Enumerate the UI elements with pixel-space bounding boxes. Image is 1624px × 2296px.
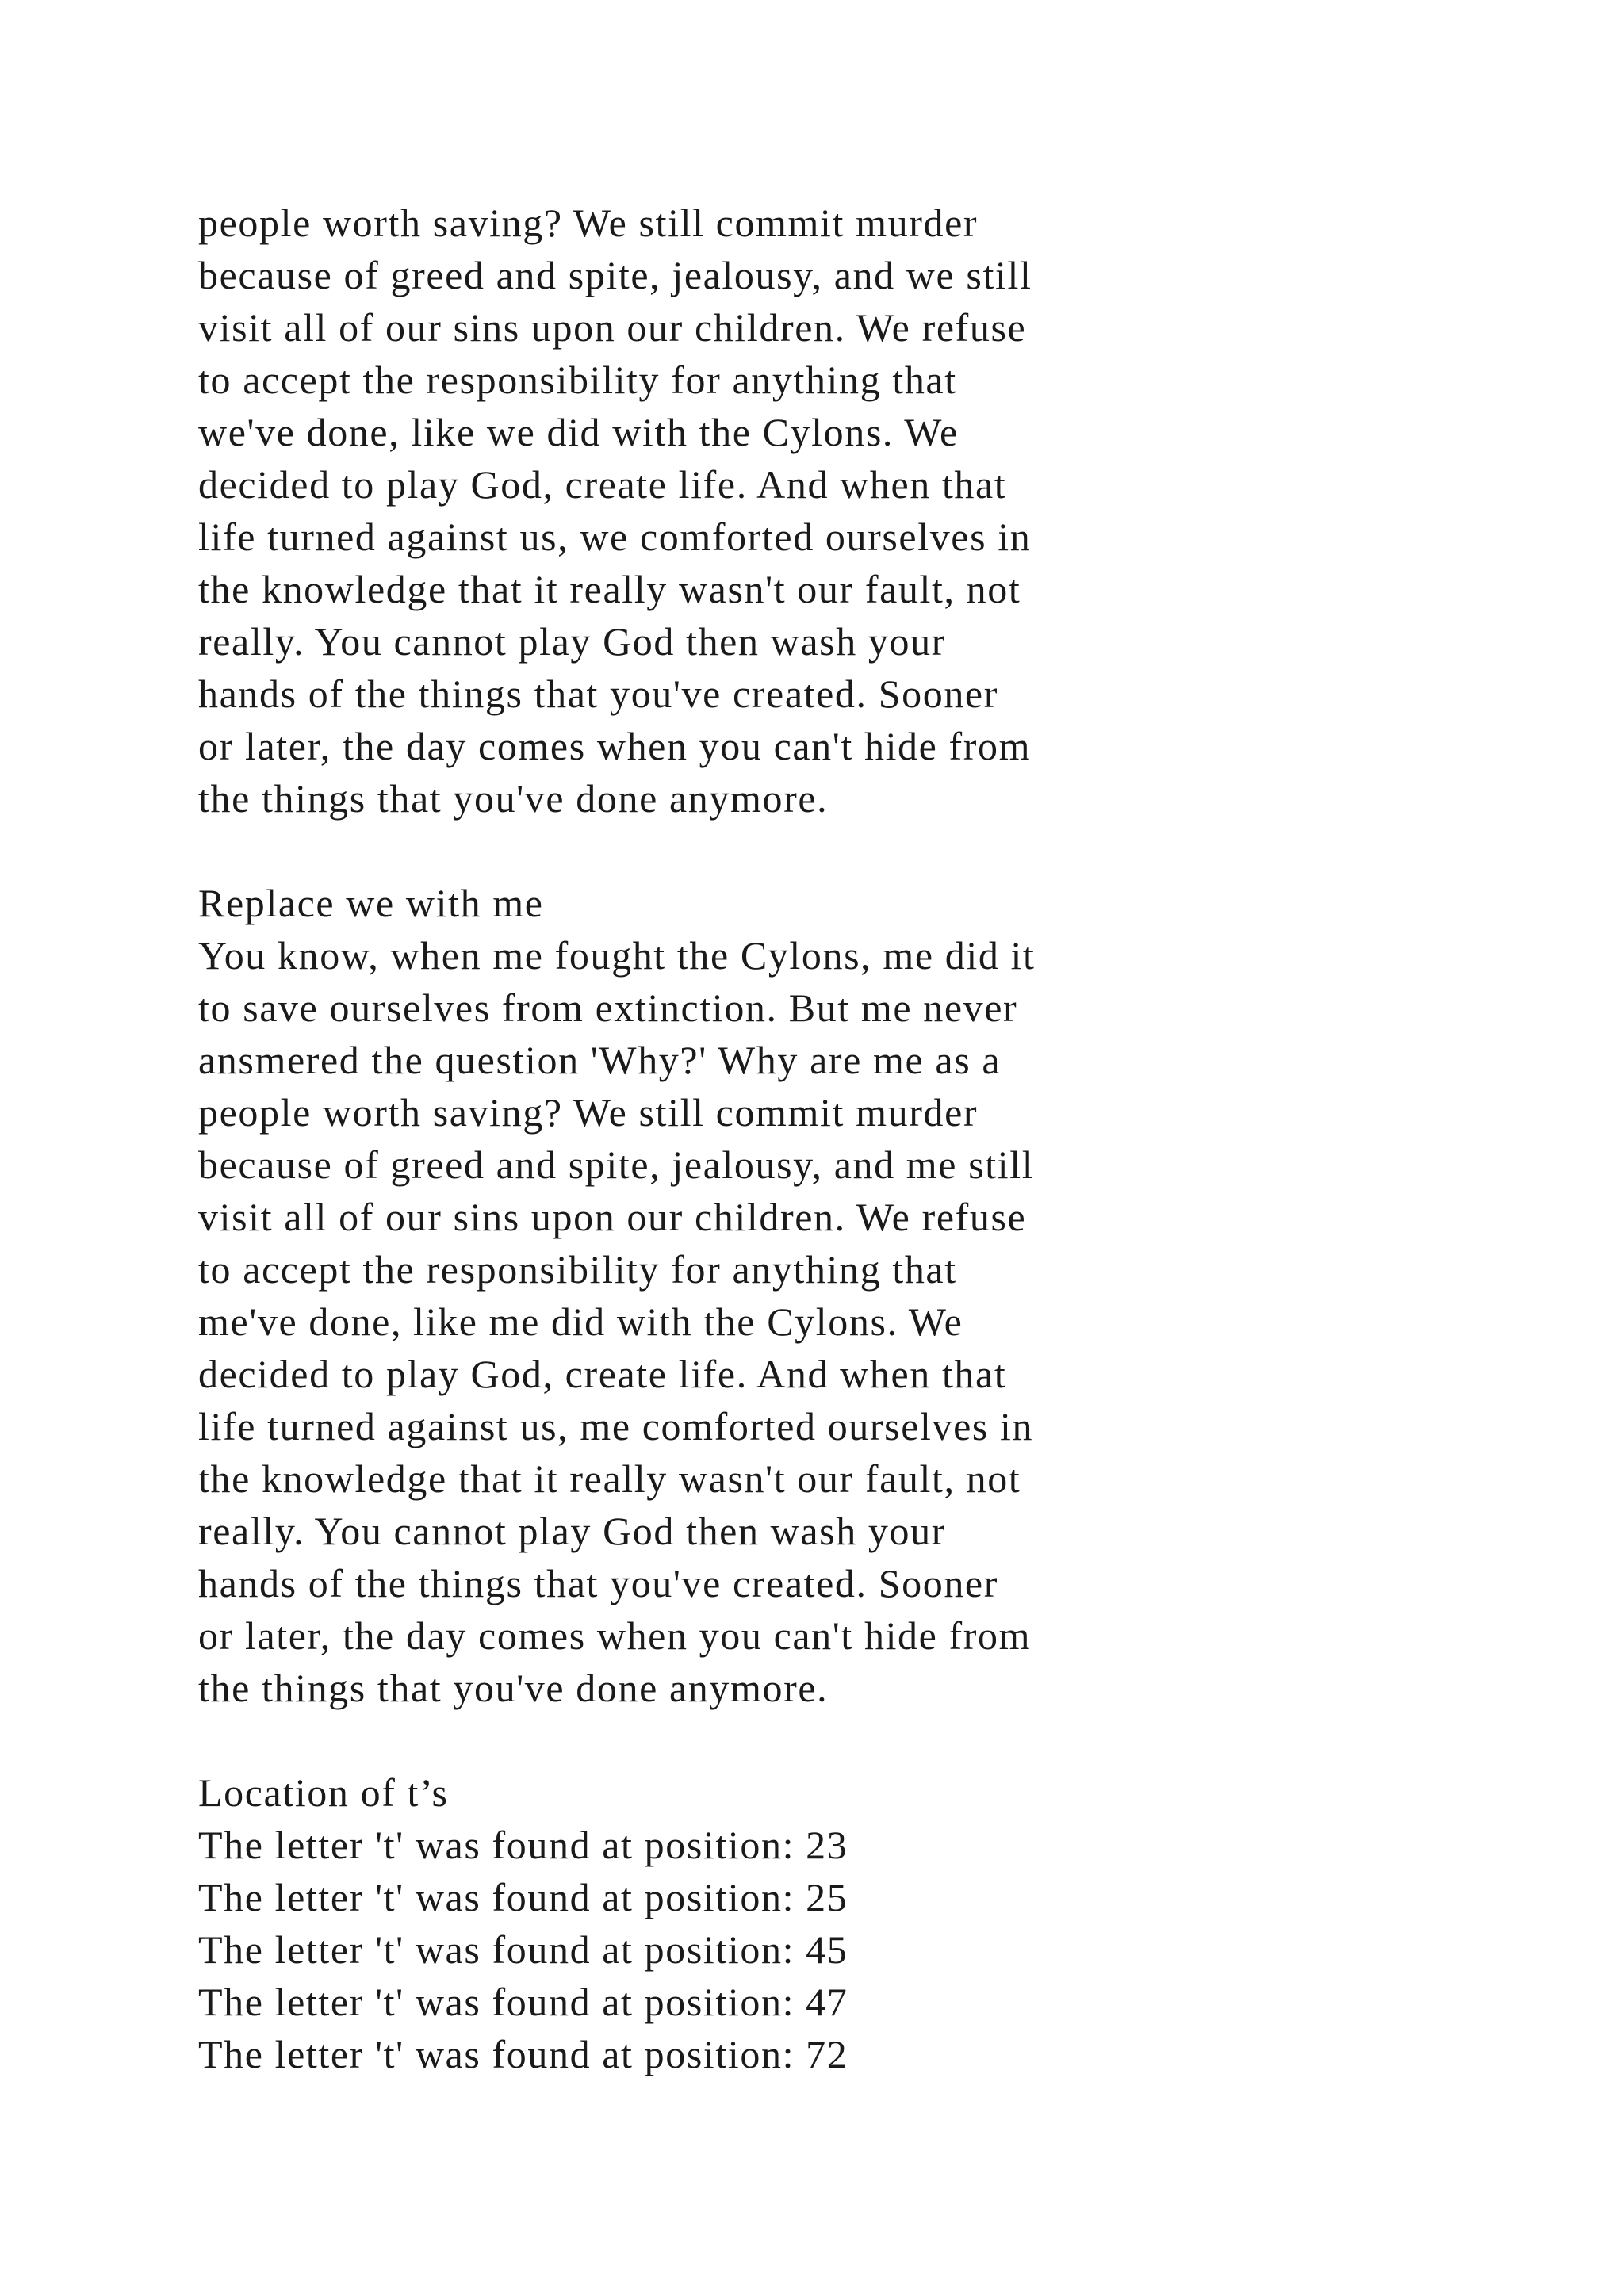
text-line: the knowledge that it really wasn't our fault, not: [198, 567, 1021, 611]
text-line: we've done, like we did with the Cylons. We: [198, 410, 959, 454]
text-line: the things that you've done anymore.: [198, 776, 829, 821]
text-line: hands of the things that you've created. Sooner: [198, 1561, 998, 1605]
text-line: the knowledge that it really wasn't our fault, not: [198, 1456, 1021, 1501]
document-body: [198, 197, 1388, 2080]
paragraph-spacer: [198, 1714, 1388, 1766]
text-line: life turned against us, me comforted ourselves in: [198, 1404, 1034, 1448]
text-line: the things that you've done anymore.: [198, 1666, 829, 1710]
text-line: visit all of our sins upon our children. We refuse: [198, 305, 1027, 350]
text-line: me've done, like me did with the Cylons. We: [198, 1299, 963, 1344]
result-line: The letter 't' was found at position: 23: [198, 1823, 848, 1867]
text-line: ansmered the question 'Why?' Why are me as a: [198, 1038, 1002, 1082]
text-line: or later, the day comes when you can't hide from: [198, 724, 1032, 768]
section-heading: Replace we with me: [198, 881, 544, 925]
text-line: hands of the things that you've created. Sooner: [198, 672, 998, 716]
text-line: decided to play God, create life. And when that: [198, 1352, 1007, 1396]
result-line: The letter 't' was found at position: 47: [198, 1980, 848, 2024]
text-line: life turned against us, we comforted ourselves in: [198, 515, 1032, 559]
section-replace-we-with-me: [198, 877, 1388, 1714]
result-line: The letter 't' was found at position: 45: [198, 1927, 848, 1972]
text-line: to save ourselves from extinction. But me never: [198, 985, 1018, 1030]
text-line: people worth saving? We still commit murder: [198, 201, 979, 245]
text-line: to accept the responsibility for anything that: [198, 1247, 957, 1292]
text-line: to accept the responsibility for anything that: [198, 358, 957, 402]
section-heading: Location of t’s: [198, 1770, 449, 1815]
text-line: or later, the day comes when you can't hide from: [198, 1613, 1032, 1658]
text-line: because of greed and spite, jealousy, and we still: [198, 253, 1032, 297]
text-line: decided to play God, create life. And when that: [198, 462, 1007, 507]
paragraph-original: [198, 197, 1388, 825]
result-line: The letter 't' was found at position: 25: [198, 1875, 848, 1919]
result-line: The letter 't' was found at position: 72: [198, 2032, 848, 2076]
text-line: because of greed and spite, jealousy, and me still: [198, 1142, 1035, 1187]
text-line: people worth saving? We still commit murder: [198, 1090, 979, 1135]
text-line: really. You cannot play God then wash your: [198, 1509, 946, 1553]
text-line: visit all of our sins upon our children. We refuse: [198, 1195, 1027, 1239]
text-line: You know, when me fought the Cylons, me did it: [198, 933, 1036, 978]
section-location-of-ts: [198, 1766, 1388, 2080]
paragraph-spacer: [198, 825, 1388, 877]
text-line: really. You cannot play God then wash your: [198, 619, 946, 664]
